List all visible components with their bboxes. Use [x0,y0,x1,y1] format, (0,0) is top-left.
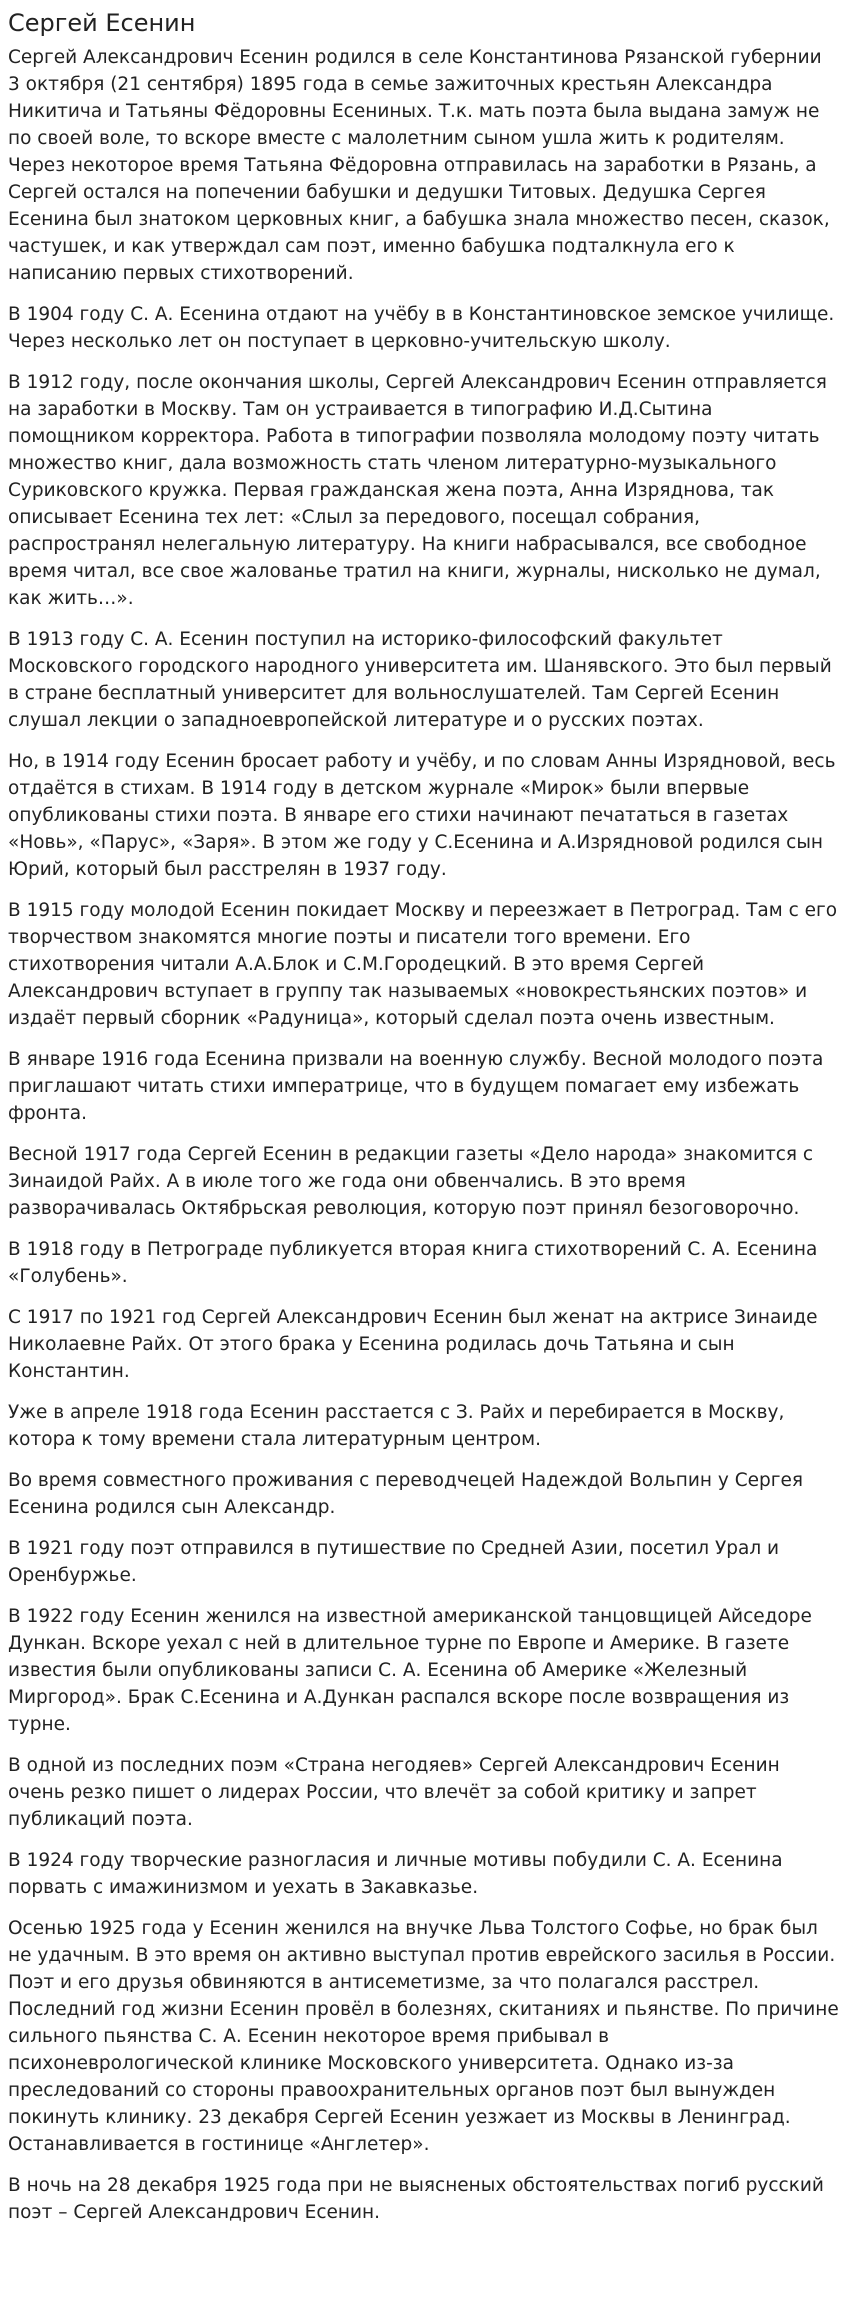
paragraph-9: В 1918 году в Петрограде публикуется вторая книга стихотворений С. А. Есенина «Голубень». [8,1239,818,1287]
paragraph-13: В 1921 году поэт отправился в путишествие по Средней Азии, посетил Урал и Оренбуржье. [8,1538,780,1586]
paragraph-10: С 1917 по 1921 год Сергей Александрович Есенин был женат на актрисе Зинаиде Николаевне Райх. От этого брака у Есенина родилась дочь Татьяна и сын Константин. [8,1307,818,1382]
page-title: Сергей Есенин [8,9,196,37]
paragraph-8: Весной 1917 года Сергей Есенин в редакции газеты «Дело народа» знакомится с Зинаидой Райх. А в июле того же года они обвенчались. В это время разворачивалась Октябрьская революция, которую поэт принял безоговорочно. [8,1144,814,1219]
paragraph-2: В 1904 году С. А. Есенина отдают на учёбу в в Константиновское земское училище. Через несколько лет он поступает в церковно-учительскую школу. [8,304,835,352]
paragraph-15: В одной из последних поэм «Страна негодяев» Сергей Александрович Есенин очень резко пишет о лидерах России, что влечёт за собой критику и запрет публикаций поэта. [8,1755,780,1830]
paragraph-6: В 1915 году молодой Есенин покидает Москву и переезжает в Петроград. Там с его творчеством знакомятся многие поэты и писатели того времени. Его стихотворения читали А.А.Блок и С.М.Городецкий. В это время Сергей Александрович вступает в группу так называемых «новокрестьянских поэтов» и издаёт первый сборник «Радуница», который сделал поэта очень известным. [8,900,838,1029]
paragraph-7: В январе 1916 года Есенина призвали на военную службу. Весной молодого поэта приглашают читать стихи императрице, что в будущем помагает ему избежать фронта. [8,1049,824,1124]
paragraph-17: Осенью 1925 года у Есенин женился на внучке Льва Толстого Софье, но брак был не удачным. В это время он активно выступал против еврейского засилья в России. Поэт и его друзья обвиняются в антисеметизме, за что полагался расстрел. Последний год жизни Есенин провёл в болезнях, скитаниях и пьянстве. По причине сильного пьянства С. А. Есенин некоторое время прибывал в психоневрологической клинике Московского университета. Однако из-за преследований со стороны правоохранительных органов поэт был вынужден покинуть клинику. 23 декабря Сергей Есенин уезжает из Москвы в Ленинград. Останавливается в гостинице «Англетер». [8,1918,839,2155]
paragraph-4: В 1913 году С. А. Есенин поступил на историко-философский факультет Московского городского народного университета им. Шанявского. Это был первый в стране бесплатный университет для вольнослушателей. Там Сергей Есенин слушал лекции о западноевропейской литературе и о русских поэтах. [8,629,832,731]
paragraph-12: Во время совместного проживания с переводчецей Надеждой Вольпин у Сергея Есенина родился сын Александр. [8,1470,804,1518]
paragraph-11: Уже в апреле 1918 года Есенин расстается с З. Райх и перебирается в Москву, котора к тому времени стала литературным центром. [8,1402,785,1450]
paragraph-5: Но, в 1914 году Есенин бросает работу и учёбу, и по словам Анны Изрядновой, весь отдаётся в стихам. В 1914 году в детском журнале «Мирок» были впервые опубликованы стихи поэта. В январе его стихи начинают печататься в газетах «Новь», «Парус», «Заря». В этом же году у С.Есенина и А.Изрядновой родился сын Юрий, который был расстрелян в 1937 году. [8,751,836,880]
paragraph-18: В ночь на 28 декабря 1925 года при не выясненых обстоятельствах погиб русский поэт – Сергей Александрович Есенин. [8,2175,824,2223]
paragraph-1: Сергей Александрович Есенин родился в селе Константинова Рязанской губернии 3 октября (21 сентября) 1895 года в семье зажиточных крестьян Александра Никитича и Татьяны Фёдоровны Есениных. Т.к. мать поэта была выдана замуж не по своей воле, то вскоре вместе с малолетним сыном ушла жить к родителям. Через некоторое время Татьяна Фёдоровна отправилась на заработки в Рязань, а Сергей остался на попечении бабушки и дедушки Титовых. Дедушка Сергея Есенина был знатоком церковных книг, а бабушка знала множество песен, сказок, частушек, и как утверждал сам поэт, именно бабушка подталкнула его к написанию первых стихотворений. [8,47,830,284]
paragraph-16: В 1924 году творческие разногласия и личные мотивы побудили С. А. Есенина порвать с имажинизмом и уехать в Закавказье. [8,1850,783,1898]
paragraph-3: В 1912 году, после окончания школы, Сергей Александрович Есенин отправляется на заработки в Москву. Там он устраивается в типографию И.Д.Сытина помощником корректора. Работа в типографии позволяла молодому поэту читать множество книг, дала возможность стать членом литературно-музыкального Суриковского кружка. Первая гражданская жена поэта, Анна Изряднова, так описывает Есенина тех лет: «Слыл за передового, посещал собрания, распространял нелегальную литературу. На книги набрасывался, все свободное время читал, все свое жалованье тратил на книги, журналы, нисколько не думал, как жить…». [8,372,827,609]
paragraph-14: В 1922 году Есенин женился на известной американской танцовщицей Айседоре Дункан. Вскоре уехал с ней в длительное турне по Европе и Америке. В газете известия были опубликованы записи С. А. Есенина об Америке «Железный Миргород». Брак С.Есенина и А.Дункан распался вскоре после возвращения из турне. [8,1606,812,1735]
